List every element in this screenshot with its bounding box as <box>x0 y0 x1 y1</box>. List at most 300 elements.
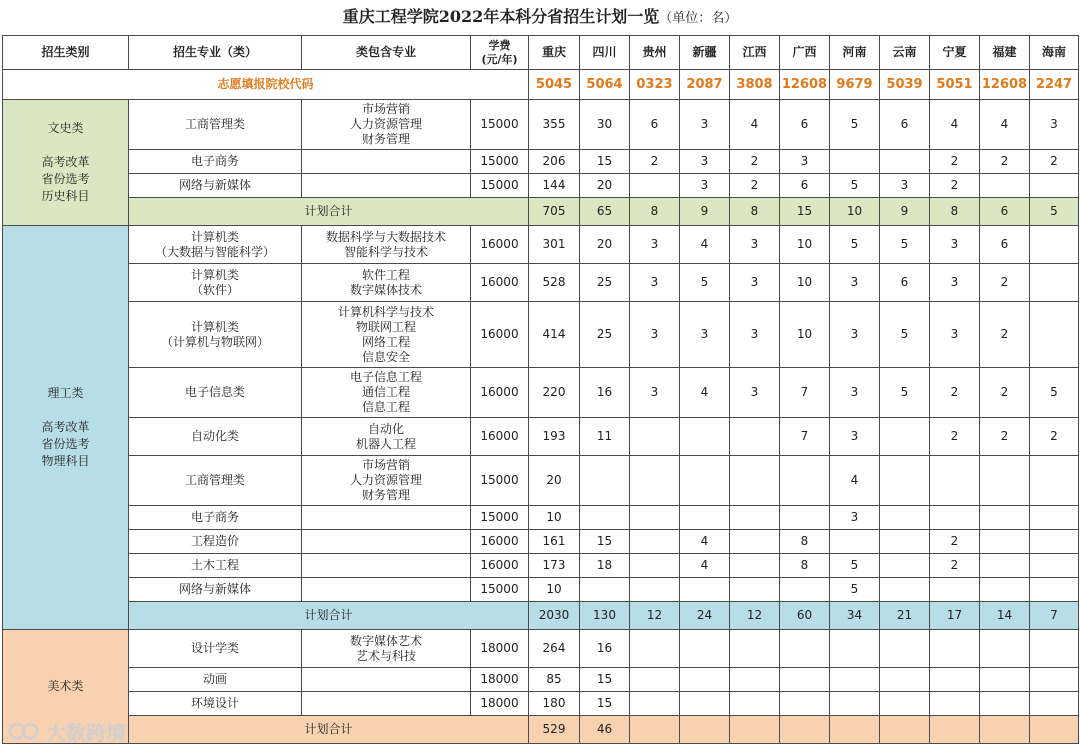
quota-cell <box>630 668 680 692</box>
quota-cell <box>730 692 780 716</box>
included-majors-cell <box>302 174 471 198</box>
major-cell: 计算机类 （计算机与物联网） <box>129 302 302 368</box>
major-cell: 土木工程 <box>129 554 302 578</box>
quota-cell: 3 <box>930 226 980 264</box>
included-majors-cell: 市场营销 人力资源管理 财务管理 <box>302 456 471 506</box>
quota-cell: 25 <box>580 302 630 368</box>
total-label: 计划合计 <box>129 716 529 744</box>
school-code: 5064 <box>580 70 630 100</box>
quota-cell <box>1030 668 1079 692</box>
quota-cell: 161 <box>529 530 580 554</box>
quota-cell: 3 <box>830 418 880 456</box>
quota-cell: 173 <box>529 554 580 578</box>
school-code: 2087 <box>680 70 730 100</box>
quota-cell: 10 <box>529 506 580 530</box>
quota-cell: 2 <box>930 418 980 456</box>
total-cell: 529 <box>529 716 580 744</box>
quota-cell <box>630 530 680 554</box>
quota-cell <box>880 530 930 554</box>
watermark <box>8 716 158 746</box>
quota-cell <box>830 530 880 554</box>
quota-cell: 15 <box>580 150 630 174</box>
quota-cell <box>980 530 1030 554</box>
quota-cell: 20 <box>580 174 630 198</box>
quota-cell: 3 <box>780 150 830 174</box>
included-majors-cell <box>302 530 471 554</box>
major-cell: 电子商务 <box>129 150 302 174</box>
included-majors-cell <box>302 668 471 692</box>
table-row <box>3 554 1079 578</box>
quota-cell <box>1030 226 1079 264</box>
quota-cell: 5 <box>830 554 880 578</box>
major-cell: 电子商务 <box>129 506 302 530</box>
quota-cell: 7 <box>780 368 830 418</box>
quota-cell: 193 <box>529 418 580 456</box>
included-majors-cell <box>302 506 471 530</box>
quota-cell: 7 <box>780 418 830 456</box>
total-cell: 5 <box>1030 198 1079 226</box>
quota-cell: 6 <box>880 264 930 302</box>
quota-cell: 3 <box>830 264 880 302</box>
total-cell: 21 <box>880 602 930 630</box>
quota-cell: 4 <box>930 100 980 150</box>
fee-cell: 15000 <box>471 174 529 198</box>
table-row <box>3 692 1079 716</box>
major-cell: 设计学类 <box>129 630 302 668</box>
header-province: 江西 <box>730 36 780 70</box>
quota-cell <box>930 630 980 668</box>
table-row <box>3 456 1079 506</box>
quota-cell <box>630 456 680 506</box>
school-code: 5045 <box>529 70 580 100</box>
included-majors-cell: 市场营销 人力资源管理 财务管理 <box>302 100 471 150</box>
quota-cell <box>1030 264 1079 302</box>
quota-cell <box>930 692 980 716</box>
total-cell: 9 <box>680 198 730 226</box>
table-row <box>3 630 1079 668</box>
quota-cell: 5 <box>680 264 730 302</box>
quota-cell: 2 <box>930 368 980 418</box>
quota-cell <box>880 418 930 456</box>
quota-cell: 11 <box>580 418 630 456</box>
quota-cell <box>630 630 680 668</box>
included-majors-cell: 数字媒体艺术 艺术与科技 <box>302 630 471 668</box>
quota-cell: 6 <box>980 226 1030 264</box>
quota-cell <box>580 456 630 506</box>
quota-cell <box>880 554 930 578</box>
quota-cell: 4 <box>680 530 730 554</box>
total-cell: 2030 <box>529 602 580 630</box>
quota-cell: 3 <box>680 302 730 368</box>
quota-cell <box>1030 456 1079 506</box>
quota-cell <box>680 506 730 530</box>
total-cell: 8 <box>730 198 780 226</box>
header-province: 福建 <box>980 36 1030 70</box>
quota-cell: 5 <box>830 100 880 150</box>
quota-cell: 15 <box>580 668 630 692</box>
total-label: 计划合计 <box>129 198 529 226</box>
total-cell: 8 <box>630 198 680 226</box>
quota-cell: 4 <box>980 100 1030 150</box>
quota-cell <box>730 668 780 692</box>
quota-cell: 4 <box>680 368 730 418</box>
quota-cell <box>930 668 980 692</box>
enrollment-table <box>2 35 1079 744</box>
header-province: 云南 <box>880 36 930 70</box>
total-cell <box>630 716 680 744</box>
table-row <box>3 578 1079 602</box>
quota-cell: 3 <box>730 302 780 368</box>
quota-cell <box>980 668 1030 692</box>
quota-cell: 3 <box>880 174 930 198</box>
total-cell <box>780 716 830 744</box>
quota-cell: 5 <box>830 578 880 602</box>
quota-cell: 4 <box>730 100 780 150</box>
quota-cell: 5 <box>830 174 880 198</box>
total-cell: 705 <box>529 198 580 226</box>
major-cell: 工商管理类 <box>129 456 302 506</box>
quota-cell <box>680 692 730 716</box>
quota-cell: 206 <box>529 150 580 174</box>
quota-cell <box>830 630 880 668</box>
quota-cell: 144 <box>529 174 580 198</box>
quota-cell <box>980 506 1030 530</box>
school-code: 5051 <box>930 70 980 100</box>
included-majors-cell: 计算机科学与技术 物联网工程 网络工程 信息安全 <box>302 302 471 368</box>
quota-cell: 3 <box>730 368 780 418</box>
major-cell: 工商管理类 <box>129 100 302 150</box>
quota-cell <box>930 456 980 506</box>
quota-cell: 3 <box>630 368 680 418</box>
total-cell: 8 <box>930 198 980 226</box>
total-cell <box>930 716 980 744</box>
quota-cell: 5 <box>880 368 930 418</box>
quota-cell: 3 <box>730 226 780 264</box>
total-cell <box>730 716 780 744</box>
quota-cell: 4 <box>680 226 730 264</box>
quota-cell: 15 <box>580 530 630 554</box>
quota-cell <box>880 506 930 530</box>
quota-cell: 6 <box>630 100 680 150</box>
quota-cell: 8 <box>780 554 830 578</box>
quota-cell: 8 <box>780 530 830 554</box>
quota-cell <box>980 456 1030 506</box>
quota-cell <box>880 668 930 692</box>
watermark-text: 大数跨境 <box>46 720 126 745</box>
header-province: 广西 <box>780 36 830 70</box>
quota-cell: 2 <box>930 174 980 198</box>
quota-cell <box>880 150 930 174</box>
quota-cell: 3 <box>930 302 980 368</box>
quota-cell: 3 <box>680 174 730 198</box>
quota-cell <box>1030 578 1079 602</box>
school-code: 9679 <box>830 70 880 100</box>
quota-cell <box>630 692 680 716</box>
quota-cell: 3 <box>930 264 980 302</box>
quota-cell: 3 <box>730 264 780 302</box>
unit-text: （单位：名） <box>659 11 738 26</box>
quota-cell: 2 <box>980 368 1030 418</box>
major-cell: 电子信息类 <box>129 368 302 418</box>
quota-cell: 2 <box>980 302 1030 368</box>
total-cell: 10 <box>830 198 880 226</box>
quota-cell <box>1030 530 1079 554</box>
quota-cell <box>1030 174 1079 198</box>
quota-cell <box>930 506 980 530</box>
school-code: 12608 <box>980 70 1030 100</box>
category-cell: 文史类 高考改革 省份选考 历史科目 <box>3 100 129 226</box>
total-cell <box>680 716 730 744</box>
school-code: 2247 <box>1030 70 1079 100</box>
quota-cell <box>680 418 730 456</box>
quota-cell: 5 <box>1030 368 1079 418</box>
total-cell: 17 <box>930 602 980 630</box>
fee-cell: 15000 <box>471 506 529 530</box>
total-cell: 15 <box>780 198 830 226</box>
total-cell <box>980 716 1030 744</box>
major-cell: 自动化类 <box>129 418 302 456</box>
major-cell: 动画 <box>129 668 302 692</box>
table-row <box>3 264 1079 302</box>
fee-cell: 18000 <box>471 692 529 716</box>
header-province: 贵州 <box>630 36 680 70</box>
quota-cell <box>980 554 1030 578</box>
total-cell: 12 <box>730 602 780 630</box>
header-included: 类包含专业 <box>302 36 471 70</box>
included-majors-cell: 电子信息工程 通信工程 信息工程 <box>302 368 471 418</box>
total-cell: 130 <box>580 602 630 630</box>
quota-cell <box>780 630 830 668</box>
table-row <box>3 302 1079 368</box>
quota-cell <box>880 630 930 668</box>
total-cell: 14 <box>980 602 1030 630</box>
header-province: 新疆 <box>680 36 730 70</box>
total-label: 计划合计 <box>129 602 529 630</box>
quota-cell: 16 <box>580 368 630 418</box>
school-code: 0323 <box>630 70 680 100</box>
quota-cell: 3 <box>630 302 680 368</box>
total-cell: 9 <box>880 198 930 226</box>
table-row <box>3 368 1079 418</box>
quota-cell <box>630 418 680 456</box>
major-cell: 网络与新媒体 <box>129 174 302 198</box>
quota-cell <box>830 150 880 174</box>
quota-cell: 6 <box>880 100 930 150</box>
quota-cell: 3 <box>830 506 880 530</box>
school-code: 12608 <box>780 70 830 100</box>
quota-cell: 5 <box>830 226 880 264</box>
quota-cell <box>1030 554 1079 578</box>
included-majors-cell <box>302 578 471 602</box>
quota-cell: 2 <box>1030 418 1079 456</box>
quota-cell: 3 <box>1030 100 1079 150</box>
title-text: 重庆工程学院2022年本科分省招生计划一览 <box>342 7 660 26</box>
quota-cell: 10 <box>780 264 830 302</box>
total-cell <box>1030 716 1079 744</box>
quota-cell <box>980 692 1030 716</box>
quota-cell: 6 <box>780 174 830 198</box>
school-code: 5039 <box>880 70 930 100</box>
quota-cell <box>730 506 780 530</box>
quota-cell <box>830 692 880 716</box>
quota-cell <box>880 578 930 602</box>
fee-cell: 18000 <box>471 668 529 692</box>
fee-cell: 15000 <box>471 456 529 506</box>
quota-cell <box>830 668 880 692</box>
quota-cell: 180 <box>529 692 580 716</box>
watermark-logo-icon <box>8 718 42 744</box>
quota-cell: 15 <box>580 692 630 716</box>
school-code-label: 志愿填报院校代码 <box>3 70 529 100</box>
fee-cell: 16000 <box>471 264 529 302</box>
quota-cell <box>980 174 1030 198</box>
quota-cell <box>730 554 780 578</box>
quota-cell <box>730 530 780 554</box>
quota-cell <box>730 418 780 456</box>
quota-cell: 20 <box>580 226 630 264</box>
quota-cell <box>1030 692 1079 716</box>
quota-cell <box>680 630 730 668</box>
fee-cell: 18000 <box>471 630 529 668</box>
quota-cell: 3 <box>680 150 730 174</box>
total-cell: 12 <box>630 602 680 630</box>
quota-cell: 30 <box>580 100 630 150</box>
included-majors-cell <box>302 150 471 174</box>
quota-cell: 18 <box>580 554 630 578</box>
quota-cell <box>730 456 780 506</box>
quota-cell: 2 <box>930 554 980 578</box>
quota-cell: 16 <box>580 630 630 668</box>
quota-cell: 6 <box>780 100 830 150</box>
fee-cell: 16000 <box>471 368 529 418</box>
quota-cell <box>630 578 680 602</box>
table-row <box>3 150 1079 174</box>
quota-cell: 10 <box>780 302 830 368</box>
fee-cell: 16000 <box>471 226 529 264</box>
header-province: 海南 <box>1030 36 1079 70</box>
header-row <box>3 36 1079 70</box>
included-majors-cell <box>302 554 471 578</box>
total-cell: 34 <box>830 602 880 630</box>
table-row <box>3 100 1079 150</box>
total-row <box>3 716 1079 744</box>
quota-cell: 20 <box>529 456 580 506</box>
quota-cell <box>780 668 830 692</box>
quota-cell: 220 <box>529 368 580 418</box>
category-cell: 美术类 <box>3 630 129 744</box>
quota-cell <box>980 578 1030 602</box>
category-cell: 理工类 高考改革 省份选考 物理科目 <box>3 226 129 630</box>
table-row <box>3 506 1079 530</box>
school-code-row <box>3 70 1079 100</box>
quota-cell: 264 <box>529 630 580 668</box>
quota-cell: 414 <box>529 302 580 368</box>
fee-cell: 15000 <box>471 150 529 174</box>
included-majors-cell: 数据科学与大数据技术 智能科学与技术 <box>302 226 471 264</box>
quota-cell: 25 <box>580 264 630 302</box>
quota-cell <box>680 668 730 692</box>
quota-cell <box>630 506 680 530</box>
major-cell: 网络与新媒体 <box>129 578 302 602</box>
school-code: 3808 <box>730 70 780 100</box>
quota-cell: 301 <box>529 226 580 264</box>
total-cell <box>880 716 930 744</box>
quota-cell <box>630 554 680 578</box>
quota-cell <box>1030 302 1079 368</box>
quota-cell <box>780 456 830 506</box>
quota-cell: 5 <box>880 302 930 368</box>
quota-cell: 3 <box>680 100 730 150</box>
total-cell: 24 <box>680 602 730 630</box>
quota-cell: 3 <box>630 264 680 302</box>
quota-cell: 2 <box>630 150 680 174</box>
header-major: 招生专业（类） <box>129 36 302 70</box>
quota-cell <box>780 692 830 716</box>
header-province: 重庆 <box>529 36 580 70</box>
quota-cell <box>780 578 830 602</box>
table-row <box>3 668 1079 692</box>
included-majors-cell: 软件工程 数字媒体技术 <box>302 264 471 302</box>
quota-cell: 4 <box>680 554 730 578</box>
quota-cell: 2 <box>930 150 980 174</box>
included-majors-cell <box>302 692 471 716</box>
quota-cell: 528 <box>529 264 580 302</box>
major-cell: 工程造价 <box>129 530 302 554</box>
quota-cell: 2 <box>730 150 780 174</box>
header-province: 四川 <box>580 36 630 70</box>
quota-cell <box>1030 630 1079 668</box>
fee-cell: 16000 <box>471 418 529 456</box>
quota-cell: 2 <box>980 418 1030 456</box>
fee-cell: 16000 <box>471 554 529 578</box>
fee-cell: 16000 <box>471 530 529 554</box>
quota-cell: 355 <box>529 100 580 150</box>
fee-cell: 15000 <box>471 100 529 150</box>
table-row <box>3 226 1079 264</box>
header-province: 宁夏 <box>930 36 980 70</box>
quota-cell <box>630 174 680 198</box>
total-cell: 46 <box>580 716 630 744</box>
header-fee: 学费 (元/年) <box>471 36 529 70</box>
quota-cell <box>580 506 630 530</box>
quota-cell: 5 <box>880 226 930 264</box>
major-cell: 计算机类 （大数据与智能科学） <box>129 226 302 264</box>
quota-cell <box>680 578 730 602</box>
quota-cell <box>880 692 930 716</box>
quota-cell: 3 <box>830 302 880 368</box>
quota-cell <box>780 506 830 530</box>
quota-cell: 2 <box>730 174 780 198</box>
fee-cell: 15000 <box>471 578 529 602</box>
quota-cell <box>1030 506 1079 530</box>
quota-cell <box>930 578 980 602</box>
total-row <box>3 198 1079 226</box>
quota-cell: 85 <box>529 668 580 692</box>
fee-cell: 16000 <box>471 302 529 368</box>
quota-cell: 2 <box>1030 150 1079 174</box>
quota-cell <box>680 456 730 506</box>
quota-cell: 10 <box>529 578 580 602</box>
quota-cell: 2 <box>930 530 980 554</box>
quota-cell: 10 <box>780 226 830 264</box>
quota-cell <box>730 578 780 602</box>
quota-cell <box>580 578 630 602</box>
total-cell: 7 <box>1030 602 1079 630</box>
header-province: 河南 <box>830 36 880 70</box>
total-cell: 60 <box>780 602 830 630</box>
quota-cell <box>730 630 780 668</box>
major-cell: 环境设计 <box>129 692 302 716</box>
